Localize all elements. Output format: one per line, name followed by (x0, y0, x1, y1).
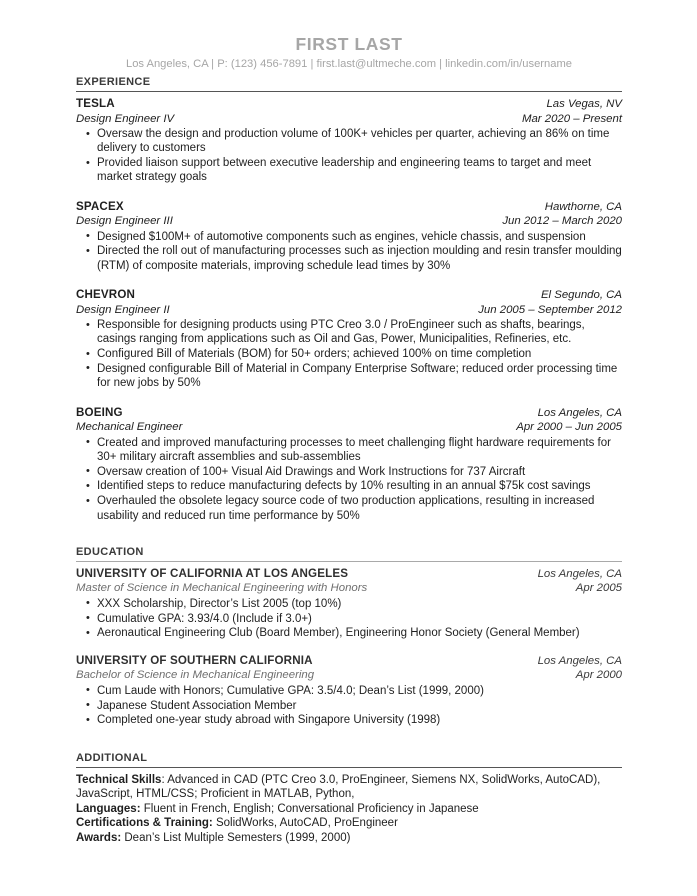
section-heading-education: EDUCATION (76, 545, 144, 558)
additional-line-label: Awards: (76, 832, 122, 844)
resume-entry (76, 288, 622, 390)
entry-title: Master of Science in Mechanical Engineering with Honors (76, 582, 368, 595)
section-education (76, 546, 622, 728)
additional-line-value: Advanced in CAD (PTC Creo 3.0, ProEngineer, Siemens NX, SolidWorks, AutoCAD), JavaScript, HTML/CSS; Proficient in MATLAB, Python, (76, 773, 601, 801)
section-heading-additional: ADDITIONAL (76, 751, 148, 764)
bullet-item: • Oversaw the design and production volume of 100K+ vehicles per quarter, achieving an 86% on time delivery to customers (76, 127, 622, 156)
section-divider-experience (76, 91, 622, 92)
bullet-item: • Oversaw creation of 100+ Visual Aid Drawings and Work Instructions for 737 Aircraft (76, 465, 622, 479)
entry-header-row (76, 654, 622, 669)
bullet-item: • Configured Bill of Materials (BOM) for 50+ orders; achieved 100% on time completion (76, 347, 622, 361)
additional-line-label: Certifications & Training: (76, 817, 213, 830)
entry-location: El Segundo, CA (540, 289, 622, 302)
additional-line (76, 831, 622, 846)
experience-entry-list (76, 97, 622, 523)
entry-subheader-row (76, 112, 622, 127)
entry-subheader-row (76, 581, 622, 596)
entry-organization: CHEVRON (76, 288, 136, 302)
resume-entry (76, 200, 622, 273)
bullet-item: • XXX Scholarship, Director’s List 2005 (top 10%) (76, 597, 622, 611)
resume-entry (76, 567, 622, 641)
entry-header-row (76, 406, 622, 421)
entry-subheader-row (76, 420, 622, 435)
entry-organization: TESLA (76, 97, 115, 110)
entry-dates: Apr 2005 (575, 582, 622, 595)
entry-header-row (76, 567, 622, 582)
entry-location: Las Vegas, NV (546, 98, 622, 110)
entry-organization: UNIVERSITY OF SOUTHERN CALIFORNIA (76, 653, 313, 667)
entry-header-row (76, 288, 622, 303)
bullet-item: • Completed one-year study abroad with Singapore University (1998) (76, 713, 622, 727)
entry-subheader-row (76, 303, 622, 318)
section-heading-experience: EXPERIENCE (76, 76, 151, 88)
education-entry-list (76, 567, 622, 728)
entry-bullet-list (76, 436, 622, 523)
entry-organization: SPACEX (76, 199, 124, 213)
entry-subheader-row (76, 668, 622, 683)
entry-bullet-list (76, 597, 622, 641)
contact-line: Los Angeles, CA | P: (123) 456-7891 | first.last@ultmeche.com | linkedin.com/in/username (125, 58, 573, 70)
bullet-item: • Responsible for designing products using PTC Creo 3.0 / ProEngineer such as shafts, bearings, casings ranging from applications such as Oil and Gas, Power, Municipalities, Refineries, etc. (76, 318, 622, 347)
entry-organization: BOEING (76, 405, 123, 419)
entry-bullet-list (76, 127, 622, 185)
entry-header-row (76, 97, 622, 112)
entry-header-row (76, 200, 622, 215)
additional-line-list (76, 773, 622, 846)
entry-bullet-list (76, 318, 622, 390)
entry-dates: Apr 2000 (575, 669, 622, 682)
additional-line-label: Languages: (76, 802, 141, 815)
section-experience (76, 76, 622, 523)
bullet-item: • Provided liaison support between executive leadership and engineering teams to target and meet market strategy goals (76, 156, 622, 185)
additional-line-value: SolidWorks, AutoCAD, ProEngineer (215, 817, 398, 830)
entry-title: Design Engineer II (76, 303, 170, 316)
bullet-item: • Japanese Student Association Member (76, 699, 622, 713)
resume-entry (76, 97, 622, 185)
additional-line (76, 802, 622, 817)
bullet-item: • Aeronautical Engineering Club (Board Member), Engineering Honor Society (General Member) (76, 626, 622, 640)
entry-dates: Mar 2020 – Present (521, 112, 622, 125)
additional-line (76, 816, 622, 831)
bullet-item: • Cumulative GPA: 3.93/4.0 (Include if 3.0+) (76, 612, 622, 626)
additional-line-value: Fluent in French, English; Conversational Proficiency in Japanese (143, 802, 479, 815)
entry-title: Mechanical Engineer (76, 421, 183, 434)
entry-dates: Jun 2005 – September 2012 (478, 303, 622, 316)
bullet-item: • Cum Laude with Honors; Cumulative GPA: 3.5/4.0; Dean’s List (1999, 2000) (76, 684, 622, 698)
bullet-item: • Designed configurable Bill of Material in Company Enterprise Software; reduced order processing time for new jobs by 50% (76, 362, 622, 391)
entry-dates: Apr 2000 – Jun 2005 (516, 421, 622, 434)
entry-location: Los Angeles, CA (537, 406, 622, 419)
bullet-item: • Designed $100M+ of automotive components such as engines, vehicle chassis, and suspension (76, 230, 622, 244)
bullet-item: • Identified steps to reduce manufacturing defects by 10% resulting in an annual $75k cost savings (76, 479, 622, 493)
additional-line-label: Technical Skills (76, 773, 162, 786)
entry-bullet-list (76, 230, 622, 273)
entry-title: Bachelor of Science in Mechanical Engineering (76, 669, 315, 682)
entry-subheader-row (76, 214, 622, 229)
bullet-item: • Overhauled the obsolete legacy source code of two production applications, resulting in increased usability and reduced run time performance by 50% (76, 494, 622, 523)
bullet-item: • Directed the roll out of manufacturing processes such as injection moulding and resin transfer moulding (RTM) of composite materials, improving schedule lead times by 30% (76, 244, 622, 273)
additional-line: Technical Skills: Advanced in CAD (PTC Creo 3.0, ProEngineer, Siemens NX, SolidWorks, AutoCAD), JavaScript, HTML/CSS; Proficient in MATLAB, Python, (76, 773, 601, 801)
section-divider-education (76, 561, 622, 562)
bullet-item: • Created and improved manufacturing processes to meet challenging flight hardware requirements for 30+ military aircraft assemblies and sub-assemblies (76, 436, 622, 465)
resume-entry (76, 654, 622, 728)
entry-location: Los Angeles, CA (537, 567, 622, 580)
section-additional (76, 752, 622, 846)
entry-title: Design Engineer IV (76, 112, 175, 125)
page-title: FIRST LAST (295, 34, 403, 54)
section-divider-additional (76, 767, 622, 768)
entry-location: Hawthorne, CA (544, 200, 622, 213)
entry-bullet-list (76, 684, 622, 728)
entry-location: Los Angeles, CA (537, 654, 622, 667)
entry-dates: Jun 2012 – March 2020 (502, 215, 622, 228)
resume-entry (76, 406, 622, 523)
additional-line-value: Dean’s List Multiple Semesters (1999, 2000) (124, 832, 351, 844)
entry-title: Design Engineer III (76, 215, 173, 228)
entry-organization: UNIVERSITY OF CALIFORNIA AT LOS ANGELES (76, 566, 349, 580)
